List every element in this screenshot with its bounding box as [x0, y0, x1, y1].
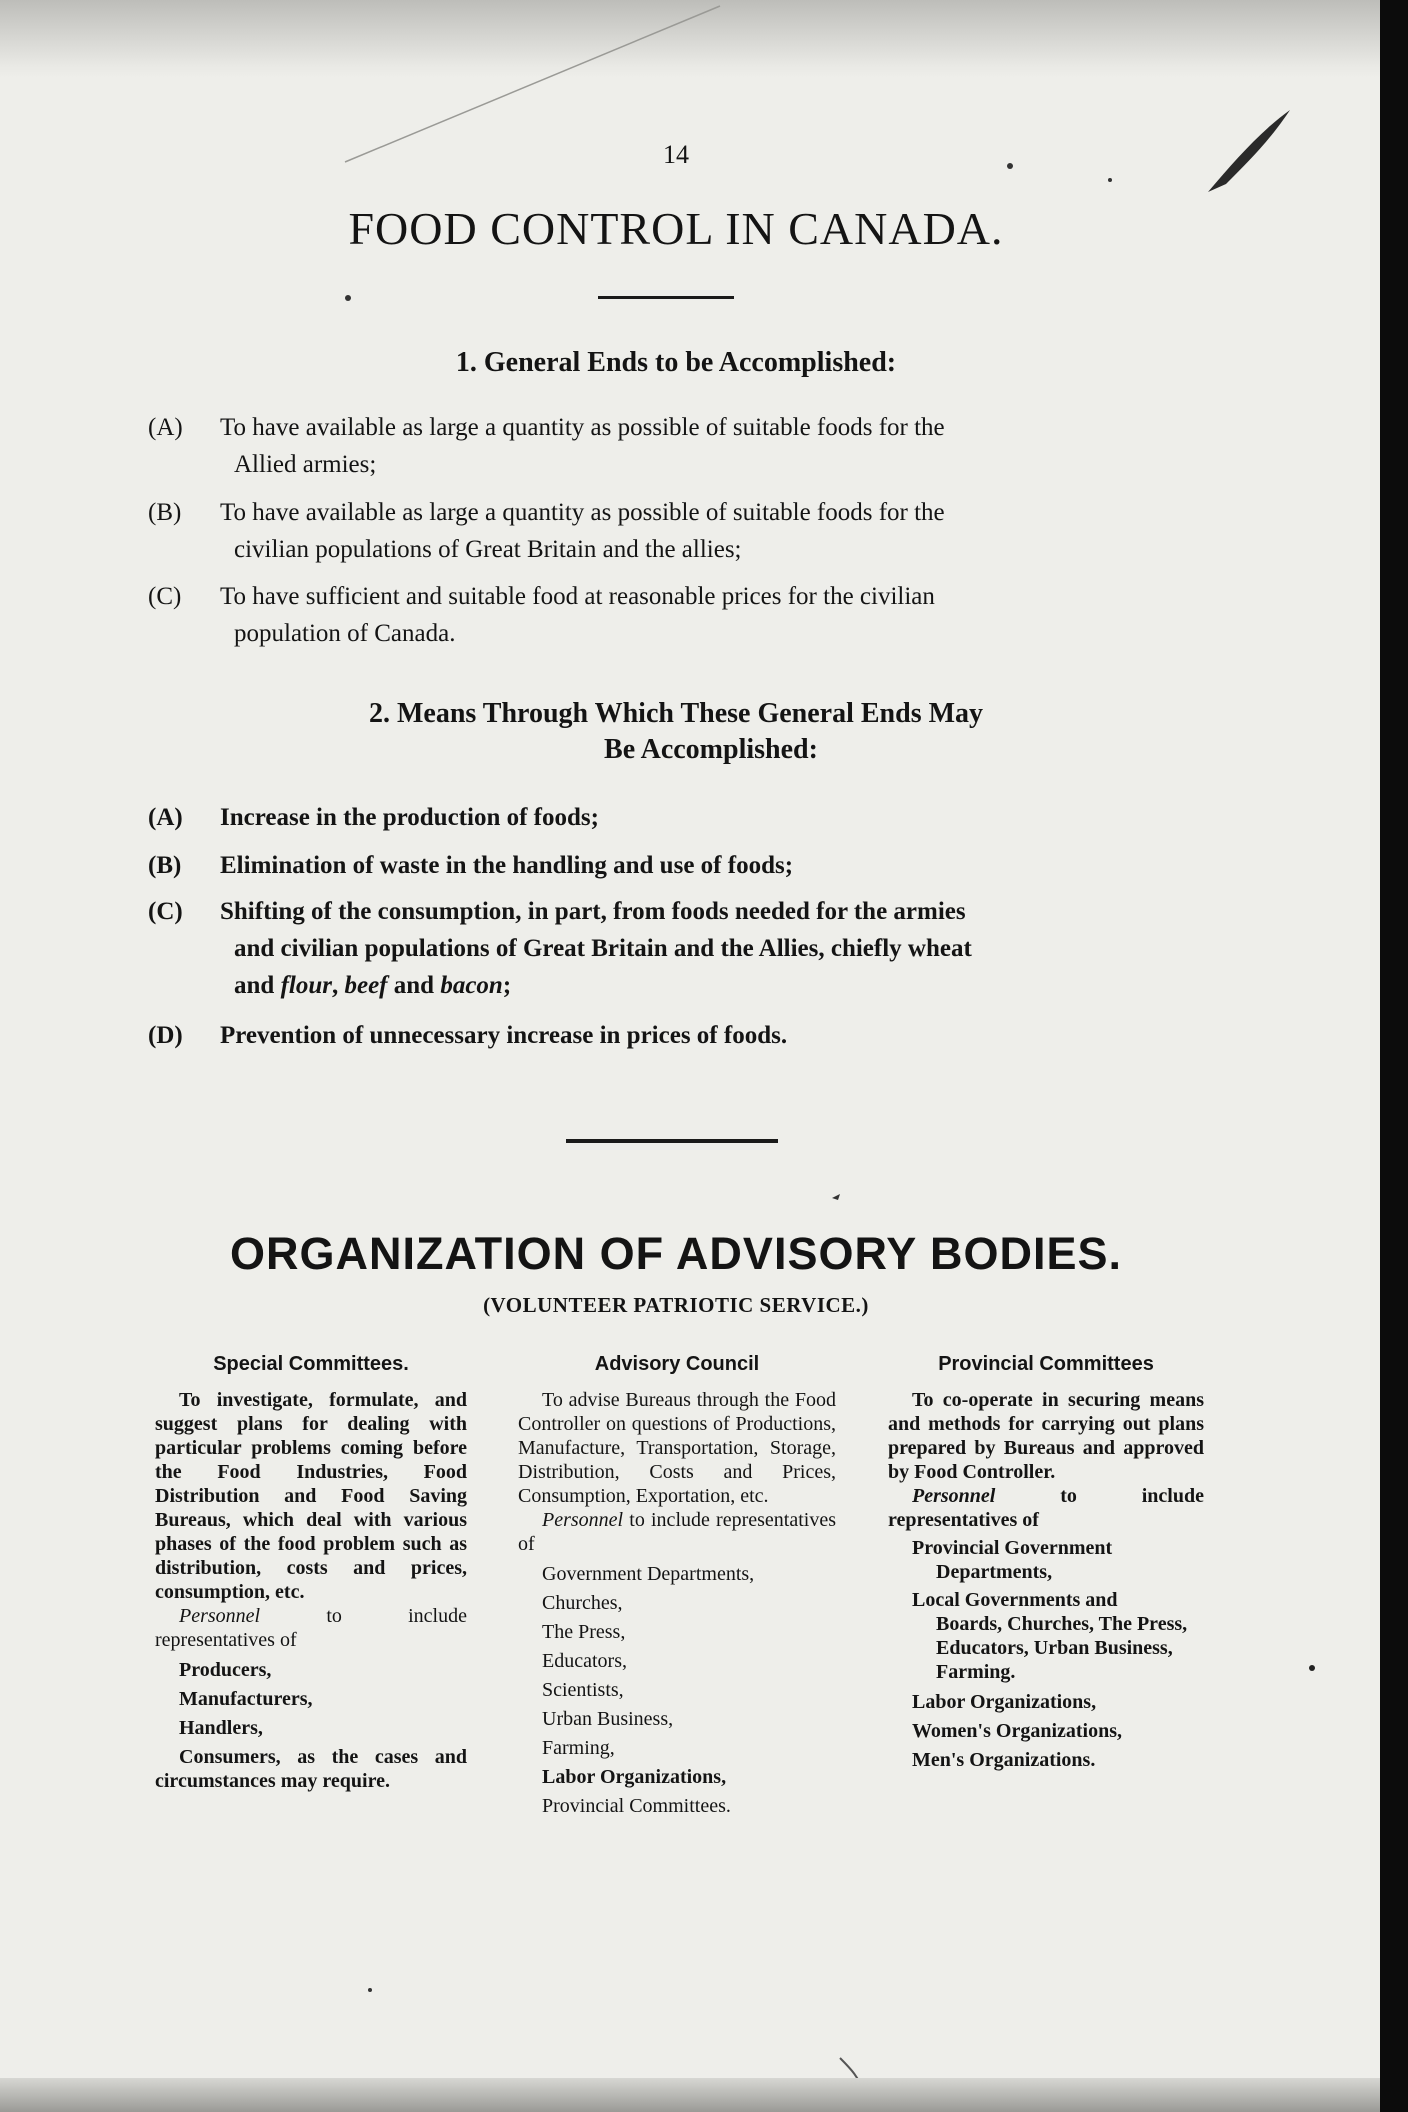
list-item: Women's Organizations, — [912, 1720, 1123, 1742]
organization-title: ORGANIZATION OF ADVISORY BODIES. — [229, 1228, 1123, 1279]
section2-heading — [0, 696, 1352, 768]
item-label: (A) — [148, 414, 183, 441]
column-personnel: Personnel to include representatives of — [155, 1605, 467, 1651]
page-title: FOOD CONTROL IN CANADA. — [348, 203, 1004, 254]
column-provincial-committees — [888, 1352, 1204, 1775]
section2-heading-line2: Be Accomplished: — [604, 734, 818, 765]
item-text: Elimination of waste in the handling and use of foods; — [220, 852, 794, 879]
column-list — [888, 1536, 1204, 1775]
list-item — [148, 893, 1208, 1004]
item-label: (B) — [148, 852, 182, 879]
list-item: Farming, — [542, 1737, 615, 1759]
list-item: Scientists, — [542, 1679, 624, 1701]
italic-word: flour — [280, 972, 332, 999]
page-number: 14 — [663, 140, 689, 169]
list-item: Provincial Committees. — [542, 1795, 731, 1817]
list-item — [148, 578, 1208, 652]
item-text: To have available as large a quantity as possible of suitable foods for the — [220, 499, 945, 526]
item-text-cont: population of Canada. — [234, 620, 456, 647]
list-item: Labor Organizations, — [542, 1766, 727, 1788]
item-label: (B) — [148, 499, 182, 526]
list-item: Men's Organizations. — [912, 1749, 1096, 1771]
italic-word: bacon — [440, 972, 503, 999]
list-item: Urban Business, — [542, 1708, 674, 1730]
item-text: Prevention of unnecessary increase in prices of foods. — [220, 1022, 788, 1049]
organization-subtitle: (VOLUNTEER PATRIOTIC SERVICE.) — [483, 1293, 869, 1317]
item-text: Shifting of the consumption, in part, from foods needed for the armies — [220, 898, 966, 925]
item-text-cont: and flour, beef and bacon; — [234, 972, 512, 999]
list-item: Local Governments and Boards, Churches, The Press, Educators, Urban Business, Farming. — [912, 1589, 1188, 1683]
item-text-cont: civilian populations of Great Britain and the allies; — [234, 536, 742, 563]
item-label: (C) — [148, 898, 183, 925]
column-special-committees — [155, 1352, 467, 1793]
item-text: To have available as large a quantity as possible of suitable foods for the — [220, 414, 945, 441]
divider — [598, 296, 734, 299]
list-item: The Press, — [542, 1621, 626, 1643]
list-item: Government Departments, — [542, 1563, 755, 1585]
item-label: (C) — [148, 583, 182, 610]
list-item: Producers, — [179, 1659, 272, 1681]
column-personnel: Personnel to include representatives of — [888, 1485, 1204, 1531]
scan-shadow-bottom — [0, 2078, 1380, 2112]
list-item — [148, 494, 1208, 568]
item-label: (D) — [148, 1022, 183, 1049]
list-item: Provincial Government Departments, — [912, 1537, 1113, 1583]
list-item — [148, 409, 1208, 483]
section2-heading-line1: 2. Means Through Which These General Ends May — [368, 698, 984, 729]
item-text: Increase in the production of foods; — [220, 804, 599, 831]
section1-heading: 1. General Ends to be Accomplished: — [455, 347, 897, 378]
list-item: Handlers, — [179, 1717, 263, 1739]
list-item — [148, 799, 1208, 836]
column-advisory-council — [518, 1352, 836, 1821]
list-item: Labor Organizations, — [912, 1691, 1097, 1713]
column-tail: Consumers, as the cases and circumstances may require. — [155, 1746, 467, 1792]
list-item: Churches, — [542, 1592, 623, 1614]
scan-edge-right — [1380, 0, 1408, 2112]
divider — [566, 1139, 778, 1143]
column-list — [155, 1656, 467, 1743]
column-personnel: Personnel to include representatives of — [518, 1509, 836, 1555]
italic-word: beef — [344, 972, 388, 999]
list-item: Educators, — [542, 1650, 627, 1672]
column-heading: Advisory Council — [594, 1353, 760, 1375]
column-heading: Provincial Committees — [938, 1353, 1154, 1375]
column-list — [518, 1560, 836, 1821]
column-body: To advise Bureaus through the Food Controller on questions of Productions, Manufacture, Transportation, Storage, Distribution, Costs and Prices, Consumption, Exportation, etc. — [518, 1389, 836, 1507]
item-label: (A) — [148, 804, 183, 831]
item-text-cont: Allied armies; — [234, 451, 377, 478]
item-text-cont: and civilian populations of Great Britain and the Allies, chiefly wheat — [234, 935, 972, 962]
list-item: Manufacturers, — [179, 1688, 313, 1710]
item-text: To have sufficient and suitable food at reasonable prices for the civilian — [220, 583, 935, 610]
list-item — [148, 847, 1208, 884]
column-body: To investigate, formulate, and suggest plans for dealing with particular problems coming before the Food Industries, Food Distribution and Food Saving Bureaus, which deal with various phases of the food problem such as distribution, costs and prices, consumption, etc. — [155, 1389, 467, 1603]
list-item — [148, 1017, 1208, 1054]
column-heading: Special Committees. — [213, 1353, 409, 1375]
column-body: To co-operate in securing means and methods for carrying out plans prepared by Bureaus and approved by Food Controller. — [888, 1389, 1204, 1483]
